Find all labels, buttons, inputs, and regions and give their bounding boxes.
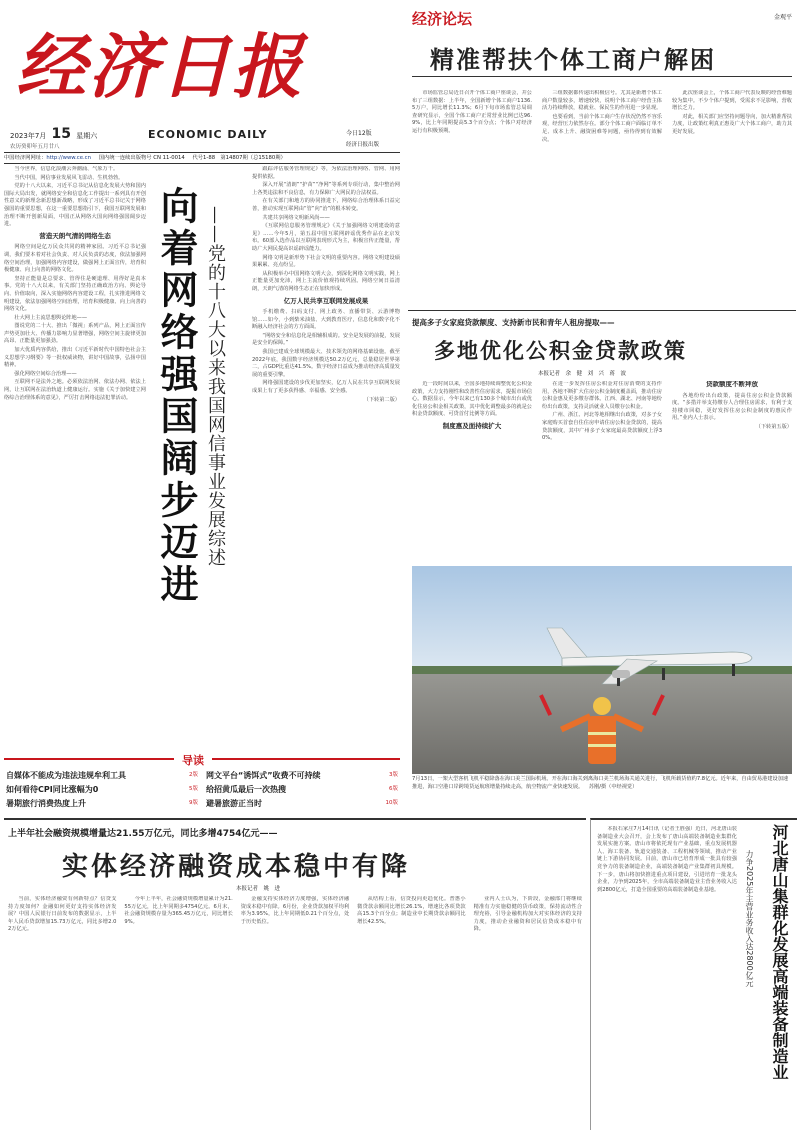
continued-note: （下转第二版） [363, 396, 400, 403]
guide-item-text: 暑期旅行消费热度上升 [6, 799, 86, 808]
housing-paragraph: 各地纷纷出台政策，提高住房公积金贷款额度。“多措并举支持缴存人合理住房需求，有利于支持楼市回稳，更好发挥住房公积金制度的惠民作用。”业内人士表示。 [672, 392, 792, 422]
issue-number: 代号1-88 第14807期（总15180期） [192, 155, 286, 161]
column-headline[interactable]: 精准帮扶个体工商户解困 [430, 46, 716, 74]
lead-paragraph: 壮大网上主流思想舆论阵地—— [14, 314, 88, 321]
column-top-rule [412, 76, 792, 77]
lead-story [4, 166, 400, 756]
guide-item-text: 自媒体不能成为违法违规牟利工具 [6, 771, 126, 780]
lead-paragraph: 当代中国，网信事业发展风飞雷动、生机勃勃。 [14, 174, 124, 181]
lead-paragraph: 《互联网信息服务管理规定》《关于加强网络文明建设的意见》……今年5月，第五届中国互联网辟谣优秀作品在北京发布。60部入选作品以互联网表现形式为主，积极宣传正能量，帮助广大网民提高识谣辟谣能力。 [252, 223, 400, 252]
finance-headline[interactable]: 实体经济融资成本稳中有降 [62, 852, 411, 882]
weekday: 星期六 [76, 132, 98, 140]
housing-byline: 本报记者 余 健 刘 兴 蒋 波 [538, 371, 627, 377]
masthead [6, 8, 398, 152]
lead-paragraph: 从积极举办中国网络文明大会，到深化网络文明实践，网上正能量更加充沛，网上主流价值观持续巩固。网络空间日益清朗，天朗气清的网络生态正在加快形成。 [252, 270, 400, 292]
edition-note: 经济日报出版 [346, 142, 380, 148]
page-count: 今日12版 [346, 130, 372, 137]
english-title: ECONOMIC DAILY [148, 128, 268, 141]
lead-paragraph: 共建共享网络文明新风尚—— [262, 214, 330, 221]
finance-body [8, 896, 582, 1126]
masthead-info-bar [4, 152, 400, 164]
column-body [412, 90, 792, 300]
date-block [10, 126, 97, 142]
finance-kicker: 上半年社会融资规模增量达21.55万亿元，同比多增4754亿元—— [8, 829, 278, 839]
guide-item-page: 3版 [389, 772, 398, 778]
finance-paragraph: 业内人士认为，下阶段，金融部门将继续精准有力实施稳健的货币政策，保持流动性合理充裕，引导金融机构加大对实体经济的支持力度，推动企业融资和居民信贷成本稳中有降。 [473, 896, 582, 933]
guide-item[interactable] [206, 784, 398, 795]
column-paragraph: 对此，相关部门应坚持问题导向，加大精准帮扶力度，让政策红利真正惠及广大个体工商户，助力其更好发展。 [672, 113, 792, 135]
finance-paragraph: 当前，实体经济融资有何新特点？信贷支持力度如何？金融如何更好支持实体经济发展？中国人民银行日前发布的数据显示，上半年人民币贷款增加15.73万亿元，同比多增2.02万亿元。 [8, 896, 117, 933]
date-day: 15 [51, 126, 71, 142]
lead-section-heading: 亿万人民共享互联网发展成果 [283, 296, 369, 305]
lead-paragraph: “网络安全和信息化是相辅相成的。安全是发展的前提，发展是安全的保障。” [252, 332, 400, 347]
guide-item[interactable] [6, 798, 198, 809]
lead-column-3 [252, 166, 400, 752]
guide-box [4, 754, 400, 812]
column-label: 经济论坛 [412, 10, 473, 28]
photo-caption [412, 776, 792, 791]
guide-item-text: 网文平台“诱饵式”收费不可持续 [206, 771, 321, 780]
tangshan-body [597, 826, 737, 1126]
lead-paragraph: 加大优质内容供给，推出《习近平新时代中国特色社会主义思想学习纲要》等一批权威读物，讲好中国故事，弘扬中国精神。 [4, 347, 146, 369]
photo-credit: 苏刚/摄（中经视觉） [588, 783, 638, 790]
news-photo [412, 566, 792, 774]
lead-paragraph: 在有关部门和地方的协同推进下，网络综合治理体系日益完善，推动实现互联网由“管”向“治”的根本转变。 [252, 198, 400, 212]
airport-photo-illustration [412, 566, 792, 774]
housing-body [412, 381, 792, 561]
lead-column-1 [4, 166, 146, 752]
guide-item[interactable] [6, 784, 198, 795]
tangshan-story [590, 818, 797, 1130]
housing-paragraph: 广州、浙江、河北等地相继出台政策，对多子女家庭购买首套自住住房申请住房公积金贷款的，提高贷款额度，其中广州多子女家庭最高贷款额度上浮30%。 [542, 412, 662, 442]
date-text: 2023年7月 [10, 132, 47, 140]
guide-item-page: 2版 [189, 772, 198, 778]
guide-item-text: 给招黄瓜最后一次热搜 [206, 785, 286, 794]
guide-item-text: 如何看待CPI同比涨幅为0 [6, 785, 99, 794]
guide-item-page: 6版 [389, 786, 398, 792]
lead-paragraph: 党的十八大以来，习近平总书记从信息化发展大势和国内国际大局出发，就网络安全和信息化工作提出一系列具有开创性意义的新理念新思想新战略，形成了习近平总书记关于网络强国的重要思想，在这一重要思想指引下，我国互联网发展和治理不断开创新局面，中国正从网络大国向网络强国阔步迈进。 [4, 183, 146, 228]
column-author: 金观平 [773, 14, 792, 21]
housing-paragraph: 近一段时间以来，全国多地持续调整优化公积金政策，大力支持刚性和改善性住房需求，提振市场信心。数据显示，今年以来已有130多个城市出台或优化住房公积金相关政策，其中优化调整最多的就是公积金贷款额度、可贷首付比例等方面。 [412, 381, 532, 418]
lead-paragraph: 我国已建成全球规模最大、技术领先的网络基础设施。截至2022年底，我国数字经济规模达50.2万亿元，总量稳居世界第二，占GDP比重达41.5%。数字经济日益成为推动经济高质量发展的重要引擎。 [252, 349, 400, 378]
guide-item-text: 避暑旅游正当时 [206, 799, 262, 808]
lead-paragraph: 当今世界，信息化浪潮云奔潮涌、气象万千。 [14, 166, 119, 172]
housing-section-heading: 贷款额度不断拜放 [706, 381, 758, 388]
tangshan-paragraph: 本报石家庄7月14日讯（记者王胜强）近日，河北唐山装备制造业大会召开，会上发布了唐山高端装备制造业集群化发展实施方案。唐山市将依托现有产业基础，重点发展机器人、海工装备、轨道交通装备、工程机械等领域，推动产业链上下游协同发展。目前，唐山市已培育形成一批具有较强竞争力的装备制造企业，高端装备制造产业集群初具规模。下一步，唐山将加快推进重点项目建设，引进培育一批龙头企业，力争到2025年，全市高端装备制造业主营业务收入达到2800亿元，打造全国重要的高端装备制造业基地。 [597, 826, 737, 893]
guide-item-page: 10版 [385, 800, 398, 806]
newspaper-title: 经济日报 [16, 25, 304, 108]
guide-item[interactable] [206, 798, 398, 809]
lead-paragraph: 图说党的二十大、推出「微视」系列产品，网上正面宣传声势更加壮大、传播力影响力显著增强，网络空间主旋律更加高昂、正能量更加强劲。 [4, 323, 146, 345]
lead-paragraph: 手机缴费、扫码支付、网上政务、直播带货、云游博物馆……如今，小到柴米油盐、大到教育医疗，信息化和数字化不断融入经济社会的方方面面。 [252, 309, 400, 331]
finance-paragraph: 今年上半年，社会融资规模增量累计为21.55万亿元，比上年同期多4754亿元。6月末，社会融资规模存量为365.45万亿元，同比增长9%。 [124, 896, 233, 925]
lead-paragraph: 强化网络空间综合治理—— [14, 370, 77, 377]
column-paragraph: 市场监管总局近日召开个体工商户座谈会，并公布了三组数据：上半年，全国新增个体工商户1136.5万户，同比增长11.3%；6月下旬市场监管总局调查研究显示，全国个体工商户正常营业比例已达96.9%，比上年同期提高5.3个百分点；个体户对经济运行有积极预期。 [412, 90, 532, 134]
lead-section-heading: 营造天朗气清的网络生态 [39, 231, 111, 240]
column-paragraph: 三组数据都传递出积极信号。尤其是新增个体工商户数量较多，增速较快，说明个体工商户经营主体活力持续释放，稳就业、保民生的作用进一步显现。 [542, 90, 662, 112]
lead-paragraph: 网络文明是新形势下社会文明的重要内容。网络文明建设硕果累累、亮点纷呈。 [252, 254, 400, 269]
finance-paragraph: 从结构上看，信贷投向更趋优化。普惠小微贷款余额同比增长26.1%，增速比各项贷款高15.3个百分点；制造业中长期贷款余额同比增长42.5%。 [357, 896, 466, 925]
housing-paragraph: 在进一步发挥住房公积金对住房消费的支持作用，各地不断扩大住房公积金制度覆盖面，推动住房公积金惠及更多缴存群体。江西、湖北、河南等地纷纷出台政策，支持灵活就业人员缴存公积金。 [542, 381, 662, 410]
housing-story [408, 310, 796, 563]
lead-paragraph: 跟踪评估服务管理规定》等，为依法治理网络、管网、用网提供依据。 [252, 166, 400, 180]
guide-item[interactable] [206, 770, 398, 781]
cn-number: 国内统一连续出版物号 CN 11-0014 [98, 155, 185, 161]
lead-paragraph: 坚持正能量是总要求、管得住是硬道理、用得好是真本事。党的十八大以来，有关部门坚持正确政治方向、舆论导向、价值取向，深入实施网络内容建设工程，扎实推进网络文明建设，依法加强网络空间治理，培育积极健康、向上向善的网络文化。 [4, 275, 146, 313]
lead-subtitle: ——党的十八大以来我国网信事业发展综述 [205, 206, 226, 567]
photo-caption-text: 7月13日，一架大型客机飞机平稳降落在海口美兰国际机场。开在海口海关到离海口美兰机场海关通关进行，飞机所载货值约7.8亿元。近年来，自由贸易港建设加速推进，海口空港口岸跨境货运航班增量持续走高，航空物流产业快速发展。 [412, 776, 789, 790]
finance-story [4, 818, 586, 1130]
column-paragraph: 也要看到，当前个体工商户生存状况仍然不容乐观，经营压力依然存在。部分个体工商户面临订单不足、成本上升、融资困难等问题，亟待得到有效解决。 [542, 113, 662, 143]
tangshan-subheadline: 力争2025年主营业务收入达2800亿元 [745, 850, 754, 987]
website-link[interactable]: http://www.ce.cn [46, 155, 91, 161]
housing-section-heading: 制度惠及面持续扩大 [442, 421, 502, 430]
guide-item-page: 5版 [189, 786, 198, 792]
website-label: 中国经济网网址： [4, 155, 47, 161]
column-paragraph: 此次座谈会上，个体工商户代表反映的经营难题较为集中。不少个体户提到，受需求不足影响，营收增长乏力。 [672, 90, 792, 112]
finance-paragraph: 金融支持实体经济力度增强，实体经济融资成本稳中有降。6月份，企业贷款加权平均利率为3.95%，比上年同期低0.21个百分点，处于历史低位。 [240, 896, 350, 925]
column-section [408, 6, 796, 306]
lead-title[interactable]: 向着网络强国阔步迈进 [154, 186, 198, 606]
guide-label: 导读 [174, 752, 212, 768]
tangshan-headline[interactable]: 河北唐山集群化发展高端装备制造业 [770, 824, 789, 1080]
lead-paragraph: 深入开展“清朗”“护苗”“净网”等系列专项行动，集中整治网上各类违法和不良信息，有力保障广大网民的合法权益。 [252, 182, 400, 196]
lead-paragraph: 网络空间是亿万民众共同的精神家园。习近平总书记强调，我们要本着对社会负责、对人民负责的态度，依法加强网络空间治理，加强网络内容建设，做强网上正面宣传，培育积极健康、向上向善的网络文化。 [4, 244, 146, 274]
guide-item[interactable] [6, 770, 198, 781]
housing-kicker: 提高多子女家庭贷款额度、支持新市民和青年人租房提取—— [412, 318, 615, 327]
lead-paragraph: 互联网不是法外之地。必须依法治网、依法办网、依法上网，让互联网在法治轨道上健康运行。实施《关于加快建立网络综合治理体系的意见》，严厉打击网络违法犯罪活动。 [4, 379, 146, 401]
finance-byline: 本报记者 姚 进 [236, 886, 281, 892]
lead-paragraph: 网络强国建设的步伐更加坚实，亿万人民在共享互联网发展成果上有了更多获得感、幸福感、安全感。 [252, 380, 400, 395]
lunar-date: 农历癸卯年五月廿八 [10, 144, 60, 150]
housing-headline[interactable]: 多地优化公积金贷款政策 [434, 339, 687, 363]
guide-item-page: 9版 [189, 800, 198, 806]
continued-note: （下转第五版） [755, 423, 792, 430]
